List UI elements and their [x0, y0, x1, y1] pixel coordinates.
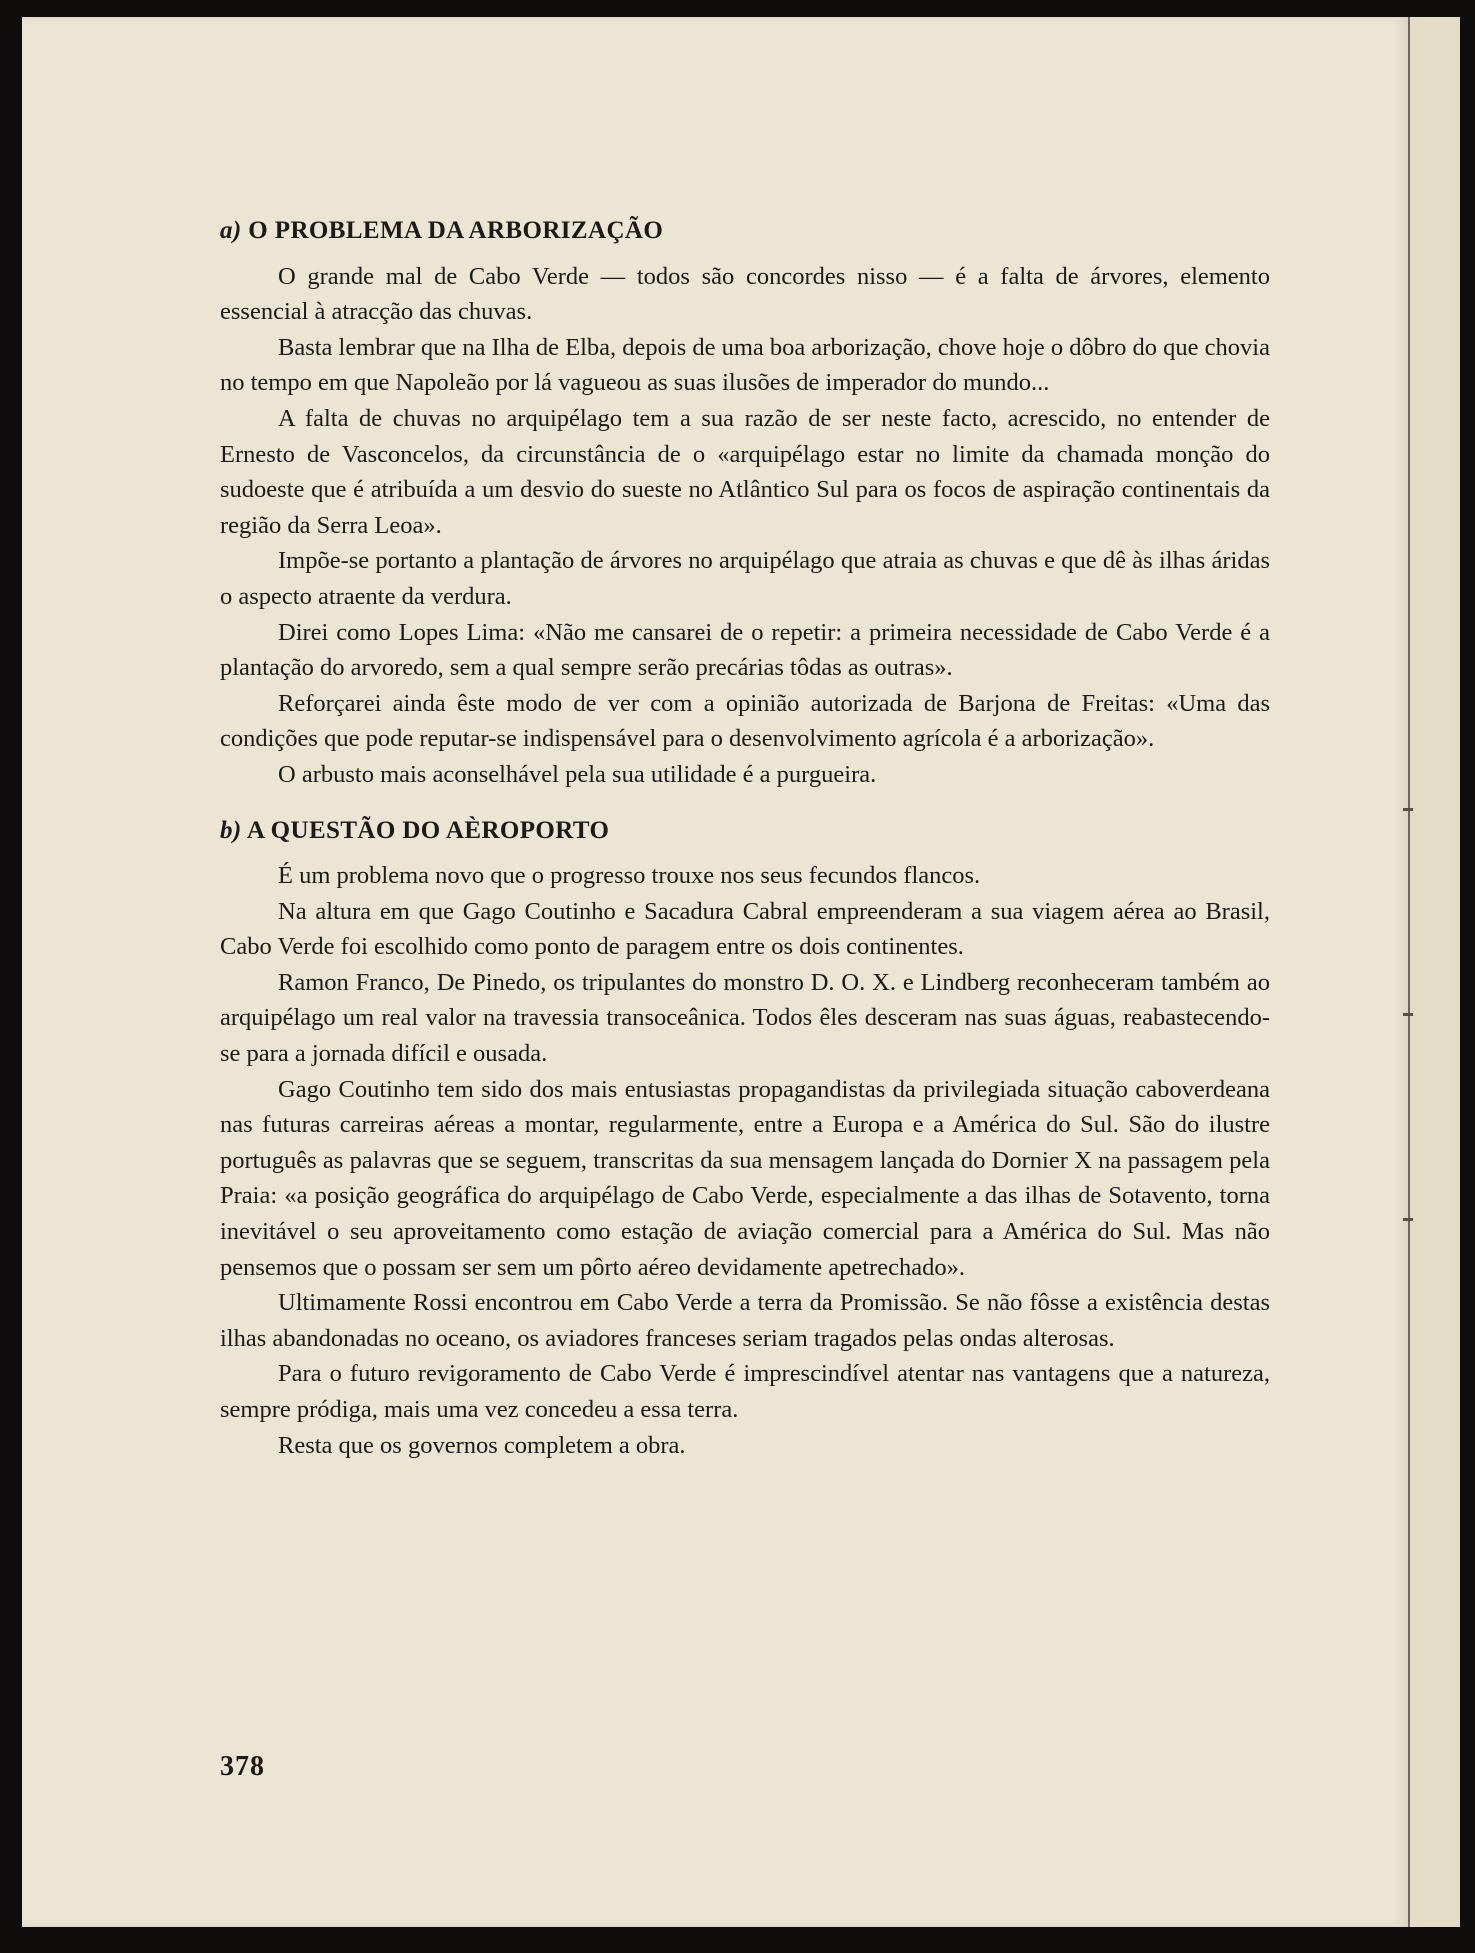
paragraph: Ramon Franco, De Pinedo, os tripulantes do monstro D. O. X. e Lindberg reconheceram também ao arquipélago um real valor na travessia transoceânica. Todos êles desceram nas suas águas, reabastecendo-se para a jornada difícil e ousada.	[220, 968, 1270, 1068]
page-number: 378	[220, 1751, 265, 1782]
page-edge-mark	[1403, 1013, 1413, 1016]
paragraph: Basta lembrar que na Ilha de Elba, depois de uma boa arborização, chove hoje o dôbro do que chovia no tempo em que Napoleão por lá vagueou as suas ilusões de imperador do mundo...	[220, 333, 1270, 397]
paragraph: Na altura em que Gago Coutinho e Sacadura Cabral empreenderam a sua viagem aérea ao Brasil, Cabo Verde foi escolhido como ponto de paragem entre os dois continentes.	[220, 897, 1270, 961]
paragraph: Ultimamente Rossi encontrou em Cabo Verde a terra da Promissão. Se não fôsse a existência destas ilhas abandonadas no oceano, os aviadores franceses seriam tragados pelas ondas alterosas.	[220, 1289, 1270, 1352]
section-a-letter: a)	[220, 217, 242, 244]
paragraph: O grande mal de Cabo Verde — todos são concordes nisso — é a falta de árvores, elemento essencial à atracção das chuvas.	[220, 262, 1270, 326]
section-a-heading	[220, 213, 1270, 249]
paragraph: Impõe-se portanto a plantação de árvores no arquipélago que atraia as chuvas e que dê às ilhas áridas o aspecto atraente da verdura.	[220, 547, 1270, 610]
section-a-title: O PROBLEMA DA ARBORIZAÇÃO	[248, 217, 664, 244]
adjacent-page-edge	[1408, 17, 1460, 1927]
paragraph: A falta de chuvas no arquipélago tem a sua razão de ser neste facto, acrescido, no entender de Ernesto de Vasconcelos, da circunstância de o «arquipélago estar no limite da chamada monção do sudoeste que é atribuída a um desvio do sueste no Atlântico Sul para os focos de aspiração continentais da região da Serra Leoa».	[220, 404, 1270, 539]
paragraph: Direi como Lopes Lima: «Não me cansarei de o repetir: a primeira necessidade de Cabo Verde é a plantação do arvoredo, sem a qual sempre serão precárias tôdas as outras».	[220, 618, 1270, 682]
paragraph: É um problema novo que o progresso trouxe nos seus fecundos flancos.	[278, 862, 981, 890]
paragraph: O arbusto mais aconselhável pela sua utilidade é a purgueira.	[278, 760, 877, 788]
section-b-heading	[220, 813, 1270, 849]
paragraph: Resta que os governos completem a obra.	[278, 1431, 686, 1459]
page-edge-mark	[1403, 1218, 1413, 1221]
book-page	[22, 17, 1408, 1927]
paragraph: Para o futuro revigoramento de Cabo Verde é imprescindível atentar nas vantagens que a natureza, sempre pródiga, mais uma vez concedeu a essa terra.	[220, 1360, 1270, 1423]
page-body	[220, 213, 1270, 1463]
section-b-title: A QUESTÃO DO AÈROPORTO	[246, 816, 610, 844]
paragraph: Reforçarei ainda êste modo de ver com a opinião autorizada de Barjona de Freitas: «Uma das condições que pode reputar-se indispensável para o desenvolvimento agrícola é a arborização».	[220, 689, 1270, 753]
page-edge-mark	[1403, 808, 1413, 811]
section-b-letter: b)	[220, 816, 242, 844]
paragraph: Gago Coutinho tem sido dos mais entusiastas propagandistas da privilegiada situação caboverdeana nas futuras carreiras aéreas a montar, regularmente, entre a Europa e a América do Sul. São do ilustre português as palavras que se seguem, transcritas da sua mensagem lançada do Dornier X na passagem pela Praia: «a posição geográfica do arquipélago de Cabo Verde, especialmente a das ilhas de Sotavento, torna inevitável o seu aproveitamento como estação de aviação comercial para a América do Sul. Mas não pensemos que o possam ser sem um pôrto aéreo devidamente apetrechado».	[220, 1075, 1270, 1281]
